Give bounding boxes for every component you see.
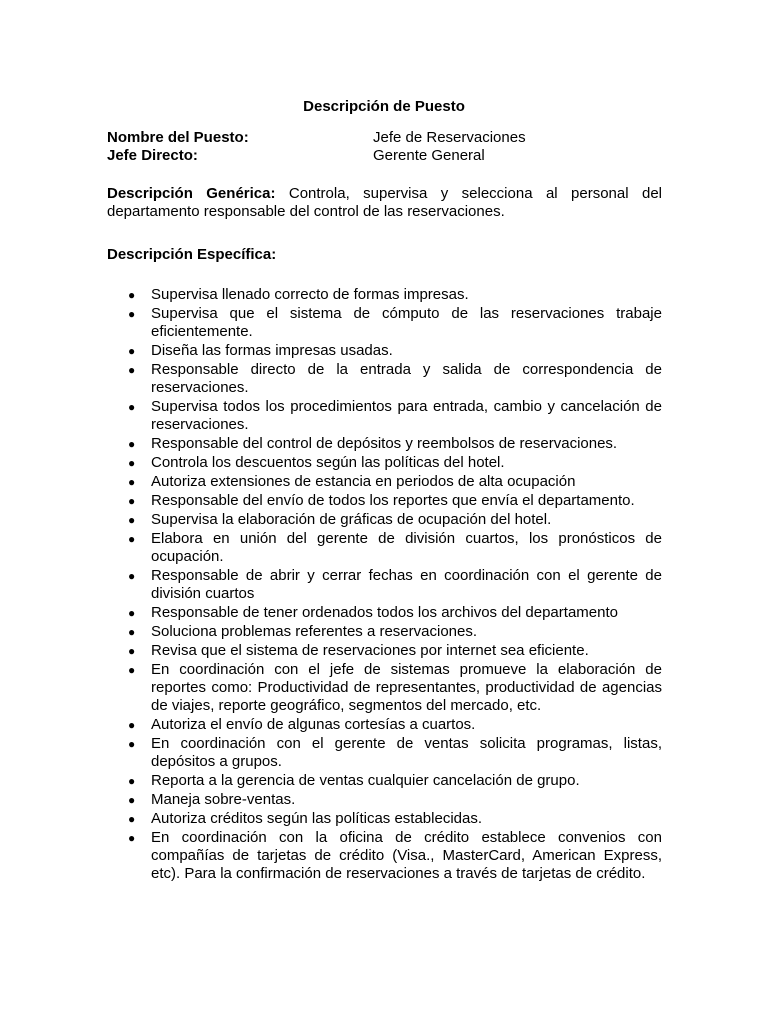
duty-text: Soluciona problemas referentes a reservaciones. [151, 623, 478, 640]
bullet-icon: ● [128, 494, 136, 508]
field-value-direct-boss: Gerente General [373, 147, 485, 164]
duty-text: Responsable del control de depósitos y reembolsos de reservaciones. [151, 435, 618, 452]
duty-text: Supervisa llenado correcto de formas impresas. [151, 286, 469, 303]
duty-list-item [107, 623, 662, 641]
field-value-job-name: Jefe de Reservaciones [373, 129, 526, 146]
duty-text: En coordinación con la oficina de crédito establece convenios con compañías de tarjetas de crédito (Visa., MasterCard, American Express, etc). Para la confirmación de reservaciones a través de tarjetas de crédito. [151, 829, 662, 882]
duty-text: Reporta a la gerencia de ventas cualquier cancelación de grupo. [151, 772, 580, 789]
bullet-icon: ● [128, 606, 136, 620]
duty-text: Revisa que el sistema de reservaciones por internet sea eficiente. [151, 642, 589, 659]
bullet-icon: ● [128, 644, 136, 658]
duty-text: Diseña las formas impresas usadas. [151, 342, 393, 359]
duty-text: Responsable del envío de todos los reportes que envía el departamento. [151, 492, 635, 509]
bullet-icon: ● [128, 307, 136, 321]
duty-list-item [107, 530, 662, 566]
duty-list-item [107, 735, 662, 771]
duty-list-item [107, 511, 662, 529]
duty-text: Supervisa la elaboración de gráficas de ocupación del hotel. [151, 511, 552, 528]
duty-list-item [107, 716, 662, 734]
field-label-job-name: Nombre del Puesto: [107, 129, 249, 146]
duty-list-item [107, 286, 662, 304]
bullet-icon: ● [128, 456, 136, 470]
bullet-icon: ● [128, 718, 136, 732]
generic-description-text: Controla, supervisa y selecciona al personal del departamento responsable del control de las reservaciones. [107, 185, 662, 220]
generic-description [107, 185, 662, 221]
bullet-icon: ● [128, 774, 136, 788]
duty-text: En coordinación con el jefe de sistemas promueve la elaboración de reportes como: Productividad de representantes, productividad de agencias de viajes, reporte geográfico, segmentos del mercado, etc. [151, 661, 662, 714]
duty-list-item [107, 604, 662, 622]
duty-list-item [107, 492, 662, 510]
bullet-icon: ● [128, 363, 136, 377]
duty-text: Controla los descuentos según las políticas del hotel. [151, 454, 505, 471]
duty-text: Supervisa que el sistema de cómputo de las reservaciones trabaje eficientemente. [151, 305, 662, 340]
duty-text: Responsable de abrir y cerrar fechas en coordinación con el gerente de división cuartos [151, 567, 662, 602]
duty-list-item [107, 454, 662, 472]
field-label-direct-boss: Jefe Directo: [107, 147, 198, 164]
bullet-icon: ● [128, 344, 136, 358]
bullet-icon: ● [128, 812, 136, 826]
duty-list [107, 286, 662, 884]
duty-text: Supervisa todos los procedimientos para entrada, cambio y cancelación de reservaciones. [151, 398, 662, 433]
generic-description-label: Descripción Genérica: [107, 185, 276, 202]
duty-list-item [107, 661, 662, 715]
duty-list-item [107, 791, 662, 809]
duty-list-item [107, 829, 662, 883]
bullet-icon: ● [128, 569, 136, 583]
bullet-icon: ● [128, 400, 136, 414]
duty-text: Autoriza el envío de algunas cortesías a cuartos. [151, 716, 476, 733]
bullet-icon: ● [128, 793, 136, 807]
duty-list-item [107, 772, 662, 790]
bullet-icon: ● [128, 475, 136, 489]
duty-text: Responsable directo de la entrada y salida de correspondencia de reservaciones. [151, 361, 662, 396]
document-title: Descripción de Puesto [303, 98, 465, 115]
duty-list-item [107, 567, 662, 603]
bullet-icon: ● [128, 625, 136, 639]
duty-list-item [107, 642, 662, 660]
bullet-icon: ● [128, 532, 136, 546]
specific-description-heading: Descripción Específica: [107, 246, 277, 263]
bullet-icon: ● [128, 831, 136, 845]
duty-text: En coordinación con el gerente de ventas solicita programas, listas, depósitos a grupos. [151, 735, 662, 770]
duty-list-item [107, 361, 662, 397]
duty-text: Responsable de tener ordenados todos los archivos del departamento [151, 604, 618, 621]
bullet-icon: ● [128, 437, 136, 451]
duty-text: Elabora en unión del gerente de división cuartos, los pronósticos de ocupación. [151, 530, 662, 565]
bullet-icon: ● [128, 288, 136, 302]
duty-list-item [107, 342, 662, 360]
duty-list-item [107, 398, 662, 434]
duty-text: Autoriza extensiones de estancia en periodos de alta ocupación [151, 473, 576, 490]
bullet-icon: ● [128, 513, 136, 527]
duty-list-item [107, 473, 662, 491]
bullet-icon: ● [128, 737, 136, 751]
duty-list-item [107, 305, 662, 341]
duty-list-item [107, 435, 662, 453]
duty-text: Autoriza créditos según las políticas establecidas. [151, 810, 483, 827]
bullet-icon: ● [128, 663, 136, 677]
duty-text: Maneja sobre-ventas. [151, 791, 296, 808]
duty-list-item [107, 810, 662, 828]
